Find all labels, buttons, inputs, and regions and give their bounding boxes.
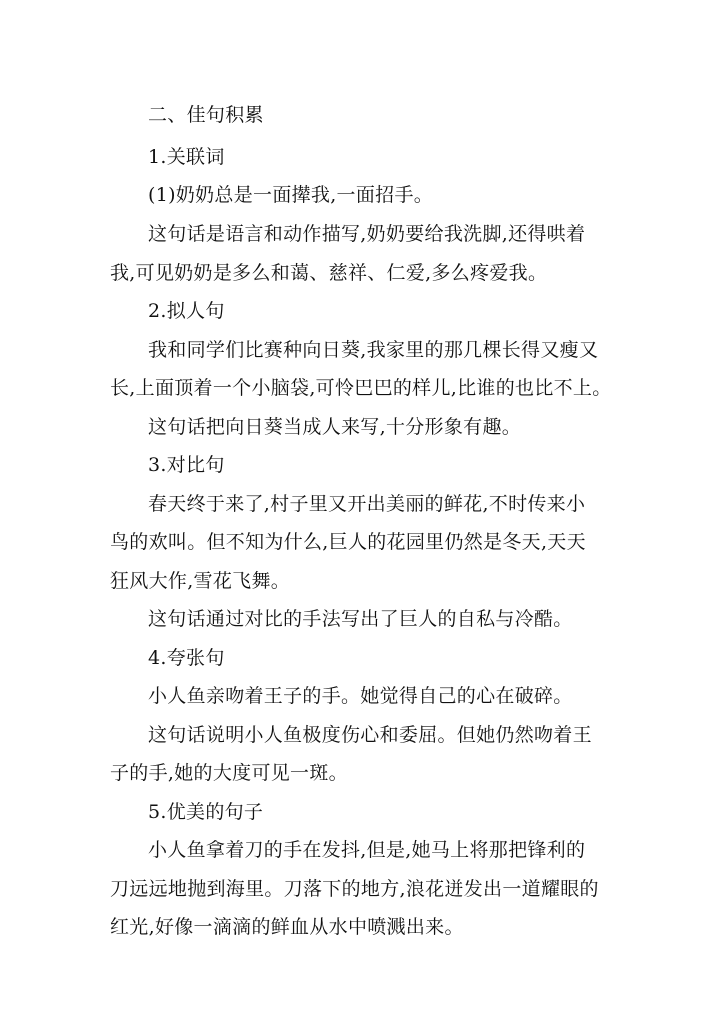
paragraph-line: 刀远远地抛到海里。刀落下的地方,浪花迸发出一道耀眼的: [110, 878, 599, 900]
paragraph-line: 这句话说明小人鱼极度伤心和委屈。但她仍然吻着王: [148, 724, 592, 746]
example-sentence: (1)奶奶总是一面撵我,一面招手。: [148, 184, 434, 206]
paragraph-line: 春天终于来了,村子里又开出美丽的鲜花,不时传来小: [148, 493, 586, 515]
paragraph-line: 这句话是语言和动作描写,奶奶要给我洗脚,还得哄着: [148, 223, 586, 245]
paragraph-line: 小人鱼亲吻着王子的手。她觉得自己的心在破碎。: [148, 685, 573, 707]
paragraph-line: 鸟的欢叫。但不知为什么,巨人的花园里仍然是冬天,天天: [110, 531, 586, 553]
paragraph-line: 红光,好像一滴滴的鲜血从水中喷溅出来。: [110, 916, 464, 938]
paragraph-line: 狂风大作,雪花飞舞。: [110, 570, 291, 592]
subheading-exaggeration: 4.夸张句: [148, 647, 225, 669]
subheading-conjunctions: 1.关联词: [148, 146, 225, 168]
paragraph-line: 我,可见奶奶是多么和蔼、慈祥、仁爱,多么疼爱我。: [110, 262, 548, 284]
subheading-contrast: 3.对比句: [148, 454, 225, 476]
paragraph-line: 我和同学们比赛种向日葵,我家里的那几棵长得又瘦又: [148, 339, 599, 361]
paragraph-line: 小人鱼拿着刀的手在发抖,但是,她马上将那把锋利的: [148, 839, 586, 861]
paragraph-line: 长,上面顶着一个小脑袋,可怜巴巴的样儿,比谁的也比不上。: [110, 377, 612, 399]
paragraph-line: 这句话通过对比的手法写出了巨人的自私与冷酷。: [148, 608, 573, 630]
subheading-beautiful-sentences: 5.优美的句子: [148, 801, 264, 823]
section-heading: 二、佳句积累: [148, 104, 264, 126]
paragraph-line: 子的手,她的大度可见一斑。: [110, 762, 348, 784]
subheading-personification: 2.拟人句: [148, 300, 225, 322]
paragraph-line: 这句话把向日葵当成人来写,十分形象有趣。: [148, 416, 522, 438]
